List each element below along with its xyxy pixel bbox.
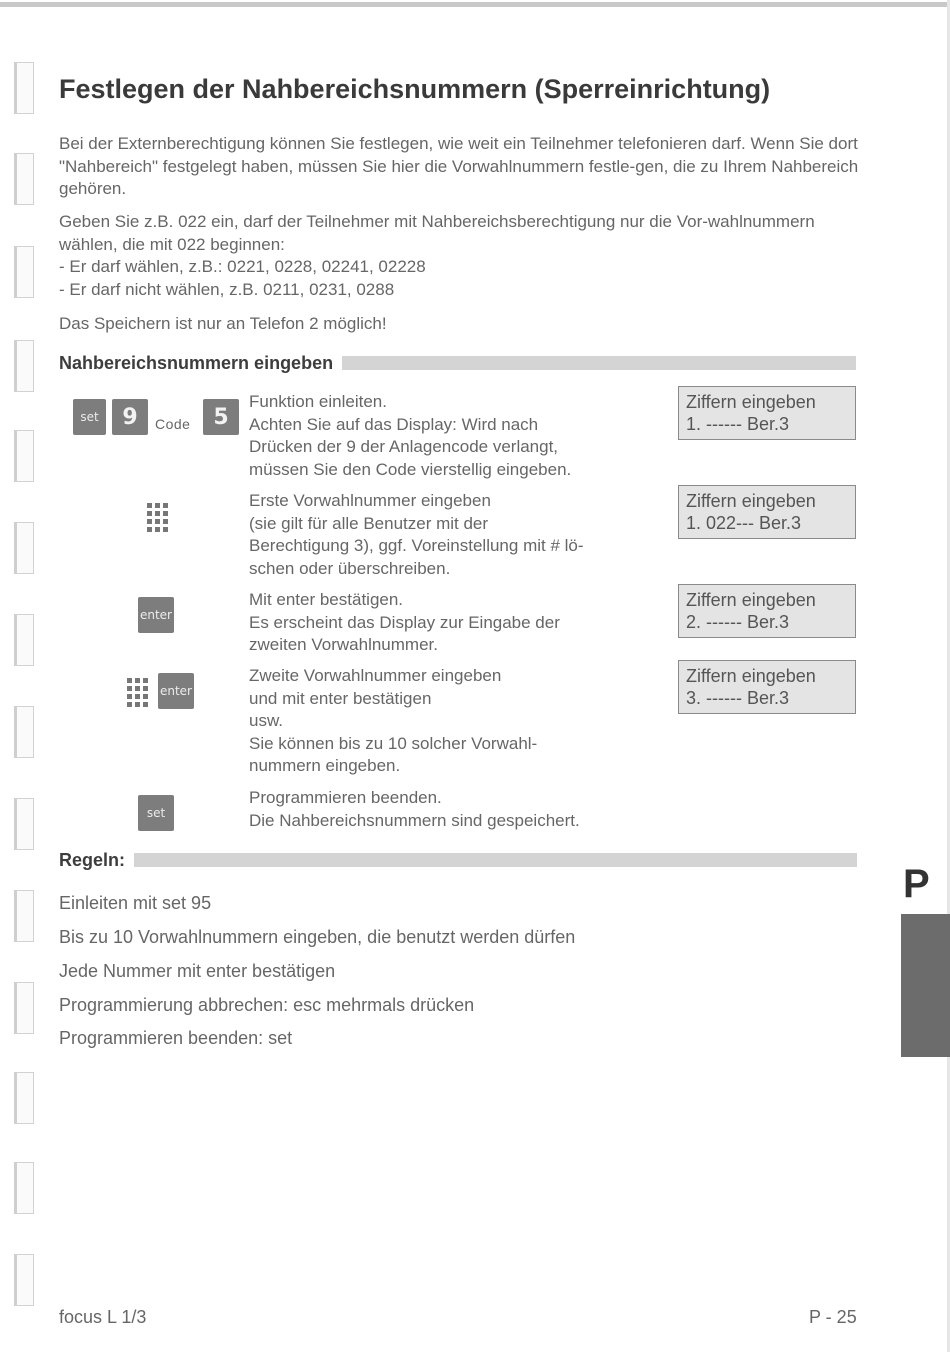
chapter-tab-marker [901, 914, 950, 1057]
binder-tab [14, 1254, 34, 1306]
step-line: Zweite Vorwahlnummer eingeben [249, 666, 502, 685]
set-key-icon: set [138, 795, 174, 831]
rule-item: Einleiten mit set 95 [59, 893, 212, 913]
set-key-icon: set [73, 399, 106, 435]
display-line: 1. 022--- Ber.3 [686, 513, 802, 533]
rule-item: Programmieren beenden: set [59, 1028, 293, 1048]
step-line: Funktion einleiten. [249, 392, 387, 411]
step-line: Mit enter bestätigen. [249, 590, 404, 609]
step-1-text [249, 391, 659, 481]
binder-tab [14, 246, 34, 298]
intro-example-allowed: - Er darf wählen, z.B.: 0221, 0228, 02241, 02228 [59, 257, 426, 276]
binder-tab [14, 798, 34, 850]
step-line: Sie können bis zu 10 solcher Vorwahl- [249, 733, 538, 753]
step-2-text [249, 490, 659, 580]
keypad-icon [127, 678, 150, 710]
section-heading-bar [134, 853, 857, 867]
binder-tab [14, 982, 34, 1034]
keypad-icon [147, 503, 170, 535]
rule-item: Programmierung abbrechen: esc mehrmals drücken [59, 995, 475, 1015]
step-line: Drücken der 9 der Anlagencode verlangt, [249, 437, 559, 456]
binder-tab [14, 1162, 34, 1214]
enter-key-icon: enter [158, 673, 194, 709]
section-heading-input [59, 352, 856, 374]
page-title: Festlegen der Nahbereichsnummern (Sperreinrichtung) [59, 74, 771, 104]
binder-tab [14, 614, 34, 666]
footer-page-number: P - 25 [809, 1307, 857, 1327]
display-line: 2. ------ Ber.3 [686, 612, 790, 632]
step-line: Achten Sie auf das Display: Wird nach [249, 414, 539, 434]
step-line: müssen Sie den Code vierstellig eingeben. [249, 459, 572, 479]
binder-tab [14, 1072, 34, 1124]
chapter-tab-letter: P [903, 862, 930, 906]
section-heading-label: Nahbereichsnummern eingeben [59, 352, 334, 373]
binder-tab [14, 340, 34, 392]
binder-tab [14, 890, 34, 942]
top-rule [0, 2, 950, 7]
rule-item: Jede Nummer mit enter bestätigen [59, 961, 336, 981]
display-screen-step-1 [678, 386, 856, 440]
digit-5-key-icon: 5 [203, 399, 239, 435]
step-line: Es erscheint das Display zur Eingabe der [249, 612, 560, 632]
step-line: Programmieren beenden. [249, 788, 442, 807]
digit-9-key-icon: 9 [112, 399, 148, 435]
enter-key-icon: enter [138, 597, 174, 633]
display-line: Ziffern eingeben [686, 666, 816, 686]
display-line: Ziffern eingeben [686, 491, 816, 511]
intro-example-blocked: - Er darf nicht wählen, z.B. 0211, 0231, 0288 [59, 280, 395, 299]
step-line: Erste Vorwahlnummer eingeben [249, 491, 491, 510]
step-3-text [249, 589, 659, 657]
step-line: und mit enter bestätigen [249, 688, 432, 708]
display-screen-step-4 [678, 660, 856, 714]
step-line: nummern eingeben. [249, 756, 401, 775]
binder-tab [14, 430, 34, 482]
section-heading-bar [342, 356, 856, 370]
display-line: Ziffern eingeben [686, 590, 816, 610]
step-line: Die Nahbereichsnummern sind gespeichert. [249, 810, 580, 830]
binder-tab [14, 706, 34, 758]
display-screen-step-2 [678, 485, 856, 539]
binder-tab [14, 522, 34, 574]
binder-tab [14, 153, 34, 205]
footer-product: focus L 1/3 [59, 1307, 147, 1327]
display-line: 3. ------ Ber.3 [686, 688, 790, 708]
step-line: Berechtigung 3), ggf. Voreinstellung mit # lö- [249, 536, 584, 555]
code-label: Code [155, 416, 191, 432]
display-line: Ziffern eingeben [686, 392, 816, 412]
section-heading-label: Regeln: [59, 849, 126, 870]
rule-item: Bis zu 10 Vorwahlnummern eingeben, die benutzt werden dürfen [59, 927, 576, 947]
display-screen-step-3 [678, 584, 856, 638]
intro-note: Das Speichern ist nur an Telefon 2 möglich! [59, 314, 387, 333]
step-line: (sie gilt für alle Benutzer mit der [249, 513, 489, 533]
step-4-text [249, 665, 659, 778]
binder-tab [14, 62, 34, 114]
step-line: usw. [249, 711, 284, 730]
intro-paragraph-1: Bei der Externberechtigung können Sie festlegen, wie weit ein Teilnehmer telefonieren darf. Wenn Sie dort "Nahbereich" festgelegt haben, müssen Sie hier die Vorwahlnummern festle-gen, die zu Ihrem Nahbereich gehören. [59, 134, 859, 198]
step-line: schen oder überschreiben. [249, 558, 451, 578]
section-heading-rules [59, 849, 857, 871]
display-line: 1. ------ Ber.3 [686, 414, 790, 434]
intro-paragraph-2: Geben Sie z.B. 022 ein, darf der Teilnehmer mit Nahbereichsberechtigung nur die Vor-wahlnummern wählen, die mit 022 beginnen: [59, 212, 815, 254]
step-line: zweiten Vorwahlnummer. [249, 635, 438, 654]
step-5-text [249, 787, 659, 832]
